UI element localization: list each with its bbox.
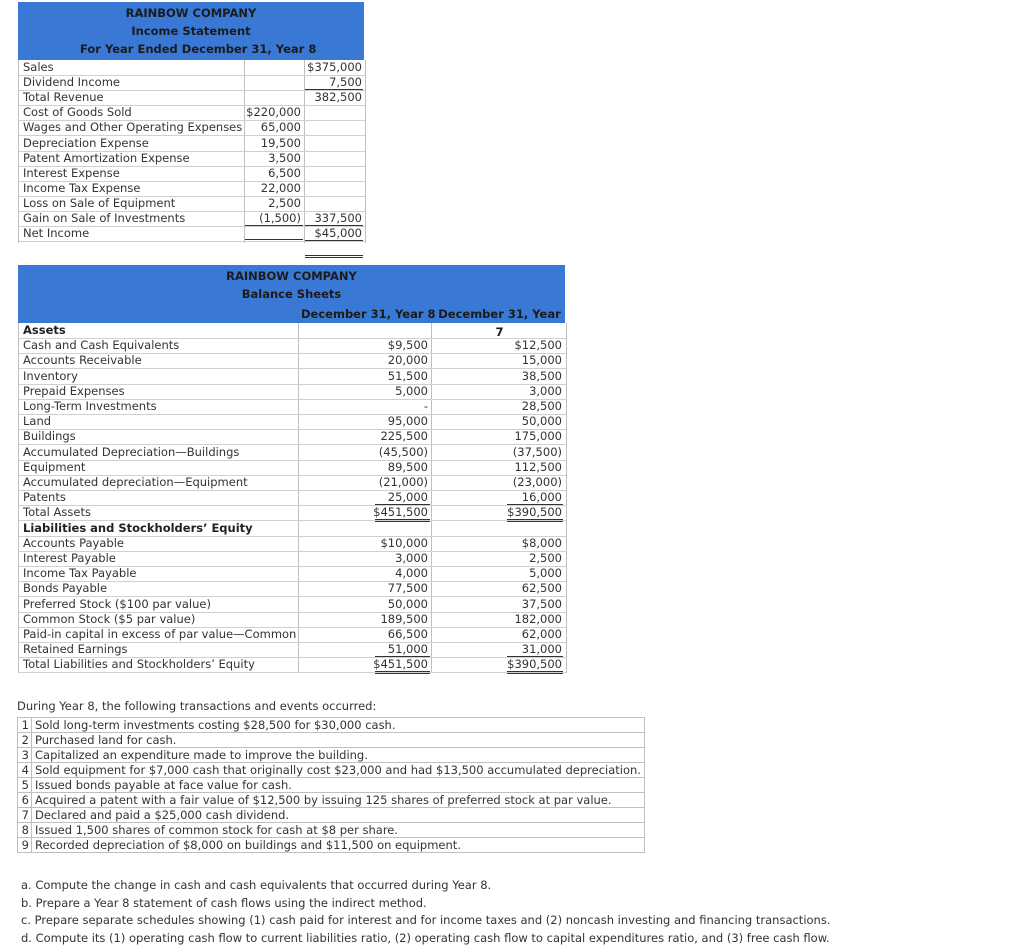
balance-row: [19, 597, 566, 613]
transaction-row: [18, 778, 645, 793]
transaction-row: [18, 793, 645, 808]
balance-row-year7: (37,500): [432, 445, 562, 460]
balance-row-year8: 3,000: [299, 551, 428, 566]
transaction-text: Sold equipment for $7,000 cash that originally cost $23,000 and had $13,500 accumulated depreciation.: [32, 763, 645, 778]
transaction-text: Purchased land for cash.: [32, 733, 645, 748]
transactions-intro: During Year 8, the following transactions and events occurred:: [17, 699, 376, 713]
balance-row-year8: 51,500: [299, 369, 428, 384]
transaction-number: 2: [18, 733, 32, 748]
question-d: d. Compute its (1) operating cash flow to current liabilities ratio, (2) operating cash flow to capital expenditures ratio, and (3) free cash flow.: [21, 930, 831, 947]
balance-row-label: Liabilities and Stockholders’ Equity: [23, 521, 253, 536]
transaction-row: [18, 763, 645, 778]
balance-row-year7: 112,500: [432, 460, 562, 475]
balance-sheet-body: [18, 323, 565, 673]
balance-row-label: Preferred Stock ($100 par value): [23, 597, 211, 612]
income-row: [19, 196, 365, 212]
income-row-col1: 22,000: [245, 181, 301, 196]
balance-row: [19, 551, 566, 567]
balance-row-label: Total Liabilities and Stockholders’ Equity: [23, 657, 255, 672]
income-statement-title: Income Statement: [18, 22, 364, 40]
balance-row-label: Interest Payable: [23, 551, 116, 566]
balance-row-year7: 62,500: [432, 581, 562, 596]
balance-row: [19, 566, 566, 582]
balance-row: [19, 581, 566, 597]
balance-row: [19, 612, 566, 628]
balance-row-label: Equipment: [23, 460, 85, 475]
balance-row-label: Bonds Payable: [23, 581, 107, 596]
transaction-row: [18, 718, 645, 733]
balance-row: [19, 490, 566, 506]
grid-line: [566, 323, 567, 673]
income-row-label: Sales: [23, 60, 54, 75]
balance-row-year7: 3,000: [432, 384, 562, 399]
transaction-row: [18, 838, 645, 853]
balance-sheet-title: Balance Sheets: [18, 285, 565, 303]
rule-line: [305, 225, 363, 226]
income-row-label: Depreciation Expense: [23, 136, 149, 151]
rule-line: [305, 255, 363, 258]
balance-row-year8: (45,500): [299, 445, 428, 460]
balance-row-year8: (21,000): [299, 475, 428, 490]
balance-row: [19, 414, 566, 430]
balance-row: [19, 521, 566, 537]
income-row-col2: $375,000: [305, 60, 362, 75]
rule-line: [507, 671, 563, 674]
balance-row-year8: -: [299, 399, 428, 414]
income-row-col1: (1,500): [245, 211, 301, 226]
income-row-label: Net Income: [23, 226, 89, 241]
balance-row: [19, 369, 566, 385]
transaction-text: Acquired a patent with a fair value of $12,500 by issuing 125 shares of preferred stock at par value.: [32, 793, 645, 808]
transaction-number: 4: [18, 763, 32, 778]
balance-row-year8: $451,500: [299, 505, 428, 520]
income-row-col1: 19,500: [245, 136, 301, 151]
balance-row-year7: $390,500: [432, 657, 562, 672]
income-row-label: Income Tax Expense: [23, 181, 140, 196]
income-row-col2: 7,500: [305, 75, 362, 90]
balance-row-label: Total Assets: [23, 505, 91, 520]
balance-row-year7: 175,000: [432, 429, 562, 444]
balance-row-year8: 4,000: [299, 566, 428, 581]
balance-row-year8: 77,500: [299, 581, 428, 596]
transaction-number: 9: [18, 838, 32, 853]
balance-row-year8: 95,000: [299, 414, 428, 429]
rule-line: [305, 240, 363, 241]
transaction-row: [18, 733, 645, 748]
balance-row-label: Assets: [23, 323, 66, 338]
balance-row-year7: 50,000: [432, 414, 562, 429]
balance-row-year8: 51,000: [299, 642, 428, 657]
transaction-text: Declared and paid a $25,000 cash dividend.: [32, 808, 645, 823]
balance-row-year8: 189,500: [299, 612, 428, 627]
balance-row-year8: 50,000: [299, 597, 428, 612]
income-row-col1: 3,500: [245, 151, 301, 166]
balance-row-year8: 225,500: [299, 429, 428, 444]
balance-row-label: Accounts Payable: [23, 536, 124, 551]
income-statement-header: [18, 2, 364, 60]
income-row-label: Wages and Other Operating Expenses: [23, 120, 242, 135]
rule-line: [375, 656, 430, 657]
balance-row-label: Accumulated Depreciation—Buildings: [23, 445, 239, 460]
balance-sheet: [18, 265, 565, 673]
balance-row: [19, 460, 566, 476]
balance-row-label: Buildings: [23, 429, 76, 444]
transaction-number: 6: [18, 793, 32, 808]
balance-row-label: Inventory: [23, 369, 78, 384]
income-statement-body: [18, 60, 364, 243]
question-c: c. Prepare separate schedules showing (1) cash paid for interest and for income taxes and (2) noncash investing and financing transactions.: [21, 912, 831, 930]
income-row: [19, 181, 365, 197]
transaction-text: Capitalized an expenditure made to improve the building.: [32, 748, 645, 763]
balance-row: [19, 445, 566, 461]
transaction-text: Issued 1,500 shares of common stock for cash at $8 per share.: [32, 823, 645, 838]
income-row-col1: 2,500: [245, 196, 301, 211]
transaction-text: Recorded depreciation of $8,000 on buildings and $11,500 on equipment.: [32, 838, 645, 853]
income-row-label: Total Revenue: [23, 90, 104, 105]
col-header-year8: December 31, Year 8: [301, 305, 436, 323]
question-b: b. Prepare a Year 8 statement of cash flows using the indirect method.: [21, 895, 831, 913]
balance-company-name: RAINBOW COMPANY: [18, 267, 565, 285]
income-row: [19, 105, 365, 121]
income-row-label: Loss on Sale of Equipment: [23, 196, 175, 211]
balance-row-label: Land: [23, 414, 51, 429]
income-row: [19, 166, 365, 182]
transaction-number: 7: [18, 808, 32, 823]
balance-row-year7: 16,000: [432, 490, 562, 505]
transaction-row: [18, 808, 645, 823]
balance-row-year7: 182,000: [432, 612, 562, 627]
income-row-col1: 65,000: [245, 120, 301, 135]
income-row: [19, 120, 365, 136]
transaction-number: 5: [18, 778, 32, 793]
balance-row-label: Common Stock ($5 par value): [23, 612, 195, 627]
income-row-col2: $45,000: [305, 226, 362, 241]
income-row: [19, 151, 365, 167]
income-row-label: Patent Amortization Expense: [23, 151, 190, 166]
balance-row-year7: 38,500: [432, 369, 562, 384]
balance-row-label: Accumulated depreciation—Equipment: [23, 475, 248, 490]
balance-row-year7: 37,500: [432, 597, 562, 612]
transaction-number: 8: [18, 823, 32, 838]
transaction-text: Issued bonds payable at face value for cash.: [32, 778, 645, 793]
balance-row-year7: 62,000: [432, 627, 562, 642]
question-a: a. Compute the change in cash and cash equivalents that occurred during Year 8.: [21, 877, 831, 895]
balance-row: [19, 642, 566, 658]
income-row-label: Cost of Goods Sold: [23, 105, 132, 120]
balance-row-year8: $9,500: [299, 338, 428, 353]
income-row-col1: 6,500: [245, 166, 301, 181]
income-row-label: Dividend Income: [23, 75, 120, 90]
balance-row: [19, 475, 566, 491]
rule-line: [507, 519, 563, 522]
income-company-name: RAINBOW COMPANY: [18, 4, 364, 22]
balance-row-label: Paid-in capital in excess of par value—Common: [23, 627, 296, 642]
balance-row-year8: $10,000: [299, 536, 428, 551]
income-row-col1: $220,000: [245, 105, 301, 120]
income-row: [19, 60, 365, 76]
balance-row-label: Prepaid Expenses: [23, 384, 125, 399]
questions-list: [21, 877, 831, 947]
income-row: [19, 136, 365, 152]
balance-row-year8: 89,500: [299, 460, 428, 475]
rule-line: [375, 671, 430, 674]
rule-line: [245, 225, 303, 226]
balance-row-year8: 20,000: [299, 353, 428, 368]
balance-row-year7: (23,000): [432, 475, 562, 490]
balance-row: [19, 536, 566, 552]
transaction-row: [18, 823, 645, 838]
income-row-col2: 382,500: [305, 90, 362, 105]
balance-row: [19, 384, 566, 400]
balance-row: [19, 353, 566, 369]
balance-row-year7: 28,500: [432, 399, 562, 414]
balance-row-label: Cash and Cash Equivalents: [23, 338, 179, 353]
income-row: [19, 90, 365, 106]
balance-row-year7: 31,000: [432, 642, 562, 657]
balance-row: [19, 323, 566, 339]
balance-row-year7: $12,500: [432, 338, 562, 353]
income-statement: [18, 2, 364, 243]
balance-row-year8: $451,500: [299, 657, 428, 672]
transaction-number: 1: [18, 718, 32, 733]
transaction-row: [18, 748, 645, 763]
balance-sheet-header: [18, 265, 565, 323]
balance-row-label: Patents: [23, 490, 66, 505]
rule-line: [305, 89, 363, 90]
balance-row: [19, 338, 566, 354]
balance-row-year8: 5,000: [299, 384, 428, 399]
balance-row: [19, 657, 566, 673]
balance-row-label: Retained Earnings: [23, 642, 128, 657]
rule-line: [375, 504, 430, 505]
balance-row-label: Long-Term Investments: [23, 399, 157, 414]
balance-row-year7: $8,000: [432, 536, 562, 551]
transaction-number: 3: [18, 748, 32, 763]
balance-row-year7: 5,000: [432, 566, 562, 581]
income-row-label: Interest Expense: [23, 166, 120, 181]
balance-row-label: Accounts Receivable: [23, 353, 142, 368]
rule-line: [507, 656, 563, 657]
income-statement-period: For Year Ended December 31, Year 8: [18, 40, 364, 58]
income-row-col2: 337,500: [305, 211, 362, 226]
transactions-table: [17, 717, 645, 853]
transaction-text: Sold long-term investments costing $28,500 for $30,000 cash.: [32, 718, 645, 733]
rule-line: [375, 519, 430, 522]
col-header-year7: December 31, Year 7: [434, 305, 565, 323]
rule-line: [507, 504, 563, 505]
balance-row-label: Income Tax Payable: [23, 566, 137, 581]
balance-row-year8: 66,500: [299, 627, 428, 642]
balance-row: [19, 429, 566, 445]
balance-row: [19, 399, 566, 415]
balance-row-year7: 15,000: [432, 353, 562, 368]
balance-row: [19, 505, 566, 521]
rule-line: [245, 239, 303, 240]
balance-row-year7: 2,500: [432, 551, 562, 566]
balance-row-year8: 25,000: [299, 490, 428, 505]
income-row-label: Gain on Sale of Investments: [23, 211, 185, 226]
balance-row: [19, 627, 566, 643]
grid-line: [365, 60, 366, 243]
balance-row-year7: $390,500: [432, 505, 562, 520]
